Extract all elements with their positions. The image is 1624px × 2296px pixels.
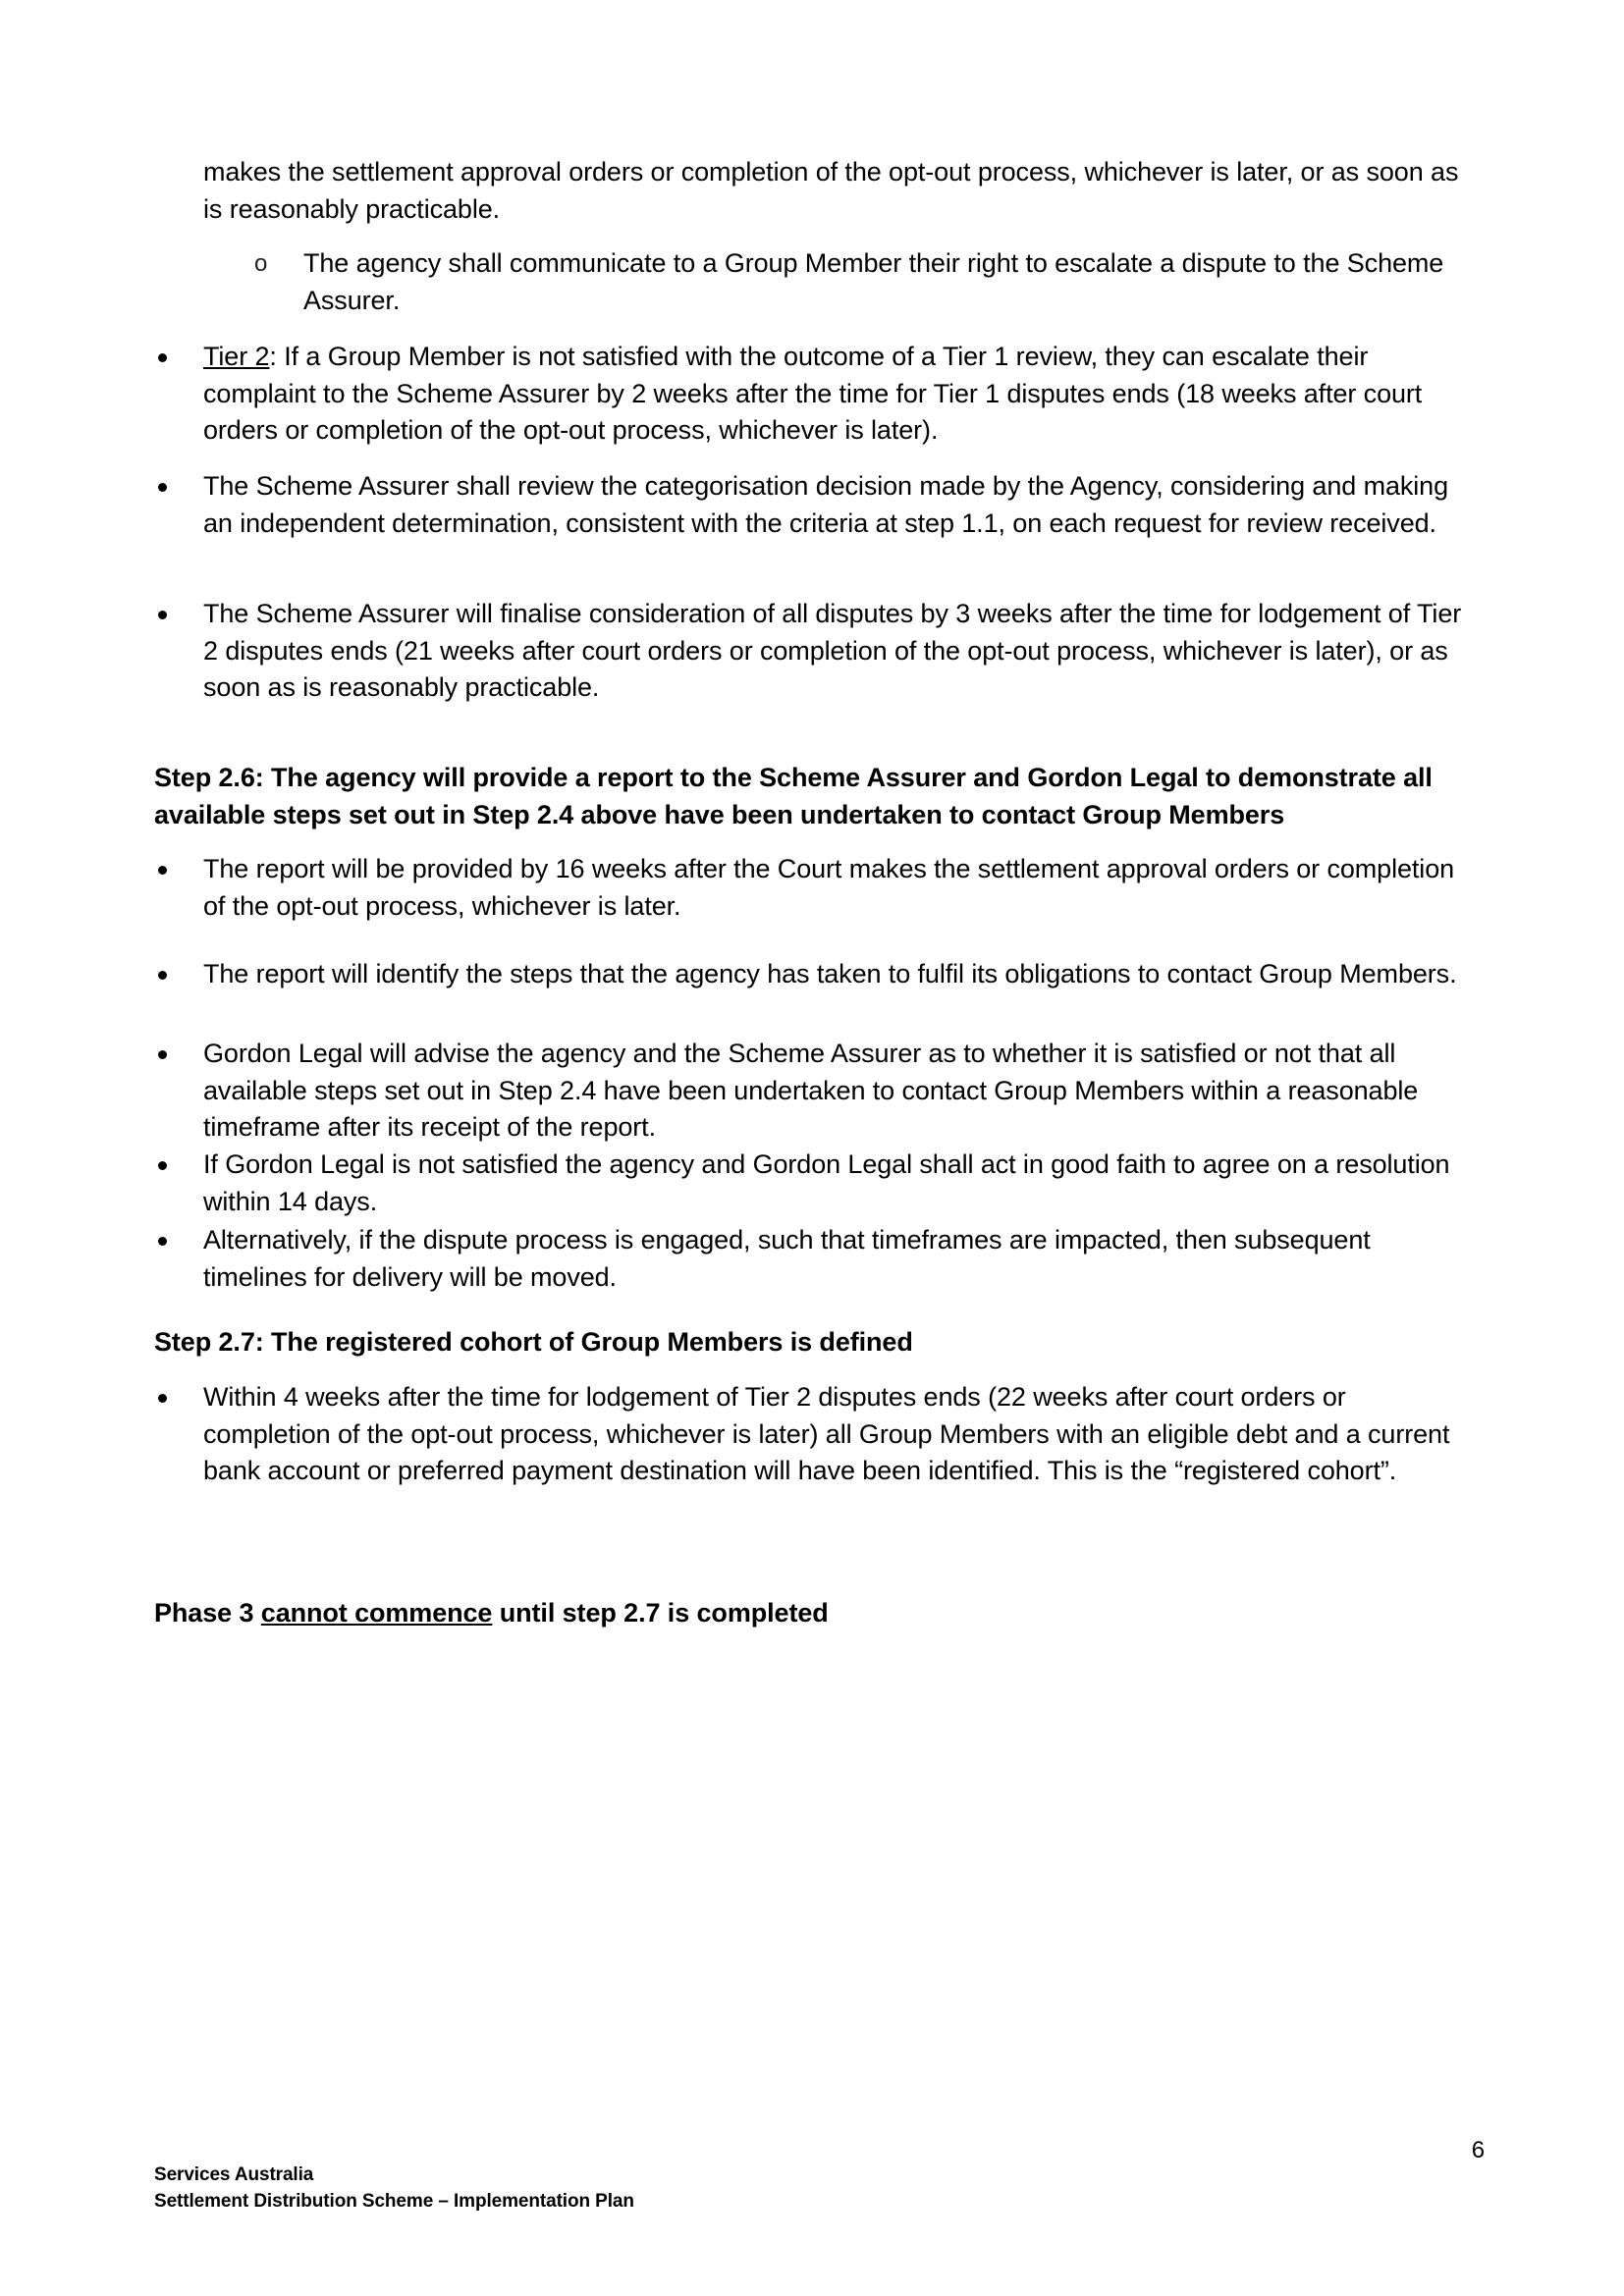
list-item [203,1147,1480,1220]
list-item [203,851,1480,925]
bullet-marker [158,1379,167,1403]
list-item-text: The Scheme Assurer shall review the categorisation decision made by the Agency, considering and making an independent determination, consistent with the criteria at step 1.1, on each request for review received. [203,471,1449,538]
list-item [203,468,1480,542]
bullet-marker [158,339,167,362]
sub-list-marker: o [254,250,268,277]
phase3-underlined: cannot commence [260,1598,493,1628]
tier2-label: Tier 2 [203,342,270,371]
sub-list-text: The agency shall communicate to a Group Member their right to escalate a dispute to the Scheme Assurer. [303,248,1444,315]
list-item-text: If Gordon Legal is not satisfied the agency and Gordon Legal shall act in good faith to agree on a resolution within 14 days. [203,1149,1450,1216]
list-item-text: Gordon Legal will advise the agency and the Scheme Assurer as to whether it is satisfied or not that all available steps set out in Step 2.4 have been undertaken to contact Group Members within a reasonable timeframe after its receipt of the report. [203,1039,1419,1142]
tier2-text: : If a Group Member is not satisfied with the outcome of a Tier 1 review, they can escalate their complaint to the Scheme Assurer by 2 weeks after the time for Tier 1 disputes ends (18 weeks after court orders or completion of the opt-out process, whichever is later). [203,342,1423,445]
step-2-7-heading: Step 2.7: The registered cohort of Group Members is defined [154,1327,913,1357]
tier2-bullet [203,339,1480,450]
list-item-text: Within 4 weeks after the time for lodgement of Tier 2 disputes ends (22 weeks after court orders or completion of the opt-out process, whichever is later) all Group Members with an eligible debt and a current bank account or preferred payment destination will have been identified. This is the “registered cohort”. [203,1382,1450,1485]
list-item-text: The report will be provided by 16 weeks after the Court makes the settlement approval orders or completion of the opt-out process, whichever is later. [203,854,1455,921]
list-item [203,596,1480,707]
list-item [203,1036,1480,1147]
list-item-text: Alternatively, if the dispute process is engaged, such that timeframes are impacted, then subsequent timelines for delivery will be moved. [203,1225,1371,1292]
list-item [203,1222,1480,1296]
bullet-marker [158,1222,167,1246]
list-item [203,956,1480,993]
sub-list-item [254,245,1482,319]
phase3-prefix: Phase 3 [154,1598,261,1628]
bullet-marker [158,956,167,980]
footer-organisation: Services Australia [154,2164,314,2185]
list-item-text: The Scheme Assurer will finalise consideration of all disputes by 3 weeks after the time for lodgement of Tier 2 disputes ends (21 weeks after court orders or completion of the opt-out process, whichever is later), or as soon as is reasonably practicable. [203,599,1462,702]
continuation-paragraph: makes the settlement approval orders or completion of the opt-out process, whichever is later, or as soon as is reasonably practicable. [203,157,1459,224]
page-number: 6 [1471,2137,1485,2163]
page-footer [154,2162,634,2215]
step-2-6-heading: Step 2.6: The agency will provide a report to the Scheme Assurer and Gordon Legal to demonstrate all available steps set out in Step 2.4 above have been undertaken to contact Group Members [154,763,1433,829]
footer-document-title: Settlement Distribution Scheme – Implementation Plan [154,2191,634,2212]
bullet-marker [158,468,167,492]
list-item-text: The report will identify the steps that the agency has taken to fulfil its obligations to contact Group Members. [203,959,1457,988]
bullet-marker [158,851,167,875]
list-item [203,1379,1480,1490]
phase3-suffix: until step 2.7 is completed [492,1598,829,1628]
bullet-marker [158,1147,167,1170]
bullet-marker [158,1036,167,1059]
phase3-statement [154,1595,1489,1632]
bullet-marker [158,596,167,619]
